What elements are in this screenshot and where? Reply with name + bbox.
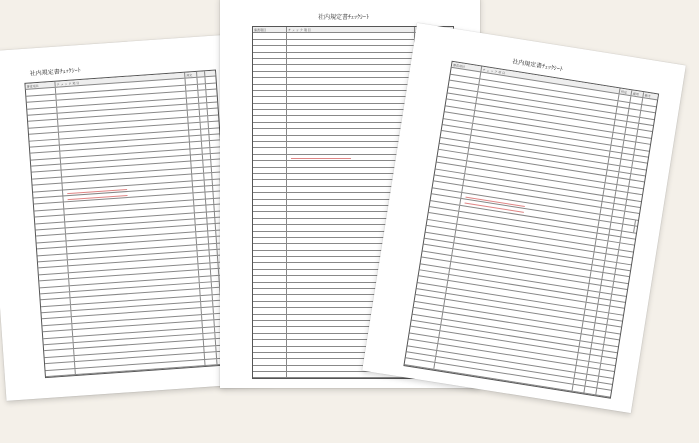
- table-cell: [209, 134, 217, 140]
- table-cell: [209, 122, 217, 128]
- table-cell: [253, 168, 287, 173]
- table-cell: [33, 196, 63, 203]
- center-sheet-title: 社内規定書ﾁｪｯｸｼｰﾄ: [318, 14, 370, 21]
- table-cell: [253, 263, 287, 268]
- table-cell: [188, 116, 200, 122]
- table-cell: [287, 123, 415, 128]
- table-cell: [573, 385, 586, 392]
- table-cell: [196, 231, 208, 237]
- table-cell: [253, 372, 287, 377]
- table-cell: [200, 289, 212, 295]
- table-cell: [253, 174, 287, 179]
- table-cell: [253, 270, 287, 275]
- table-cell: [253, 212, 287, 217]
- table-cell: [194, 193, 206, 199]
- table-cell: [196, 225, 208, 231]
- table-cell: 備考: [644, 93, 651, 99]
- table-cell: [193, 187, 205, 193]
- table-cell: [203, 333, 215, 339]
- table-cell: [253, 85, 287, 90]
- table-cell: [197, 238, 209, 244]
- table-cell: [199, 269, 211, 275]
- table-cell: [253, 366, 287, 371]
- table-cell: [253, 200, 287, 205]
- table-cell: [207, 96, 215, 102]
- table-cell: [287, 142, 415, 147]
- table-cell: [189, 129, 201, 135]
- table-cell: 審査項目: [452, 62, 482, 72]
- table-cell: [253, 187, 287, 192]
- table-cell: [622, 225, 635, 232]
- table-cell: [253, 289, 287, 294]
- table-cell: [211, 160, 219, 166]
- table-cell: [287, 129, 415, 134]
- table-cell: [287, 65, 415, 70]
- table-cell: [201, 295, 213, 301]
- table-cell: [190, 136, 202, 142]
- table-cell: [253, 53, 287, 58]
- table-cell: [253, 334, 287, 339]
- table-cell: [210, 147, 218, 153]
- table-cell: [208, 115, 216, 121]
- table-cell: [199, 276, 211, 282]
- table-cell: [205, 77, 213, 83]
- table-cell: [253, 302, 287, 307]
- table-cell: [253, 148, 287, 153]
- table-cell: [198, 257, 210, 263]
- table-cell: 審査項目: [25, 82, 55, 89]
- table-cell: [210, 141, 218, 147]
- table-cell: [253, 340, 287, 345]
- table-cell: [186, 91, 198, 97]
- table-cell: [253, 251, 287, 256]
- table-cell: [287, 59, 415, 64]
- table-cell: [205, 352, 217, 358]
- table-cell: [287, 110, 415, 115]
- table-cell: [253, 206, 287, 211]
- table-cell: [287, 53, 415, 58]
- table-cell: [211, 154, 219, 160]
- table-cell: [188, 110, 200, 116]
- table-cell: [287, 46, 415, 51]
- table-cell: 適用: [631, 90, 644, 97]
- table-cell: [610, 223, 623, 230]
- table-cell: [205, 359, 217, 365]
- table-cell: [253, 276, 287, 281]
- table-cell: [253, 225, 287, 230]
- table-cell: [204, 340, 216, 346]
- left-sheet-title: 社内規定書ﾁｪｯｸｼｰﾄ: [29, 66, 81, 78]
- right-sheet-title: 社内規定書ﾁｪｯｸｼｰﾄ: [511, 58, 564, 74]
- table-cell: [253, 359, 287, 364]
- table-cell: [190, 148, 202, 154]
- table-cell: [584, 387, 597, 394]
- table-cell: [253, 33, 287, 38]
- table-cell: [253, 257, 287, 262]
- table-cell: [253, 295, 287, 300]
- table-cell: [287, 97, 415, 102]
- table-cell: [253, 283, 287, 288]
- table-cell: [253, 129, 287, 134]
- table-cell: [202, 320, 214, 326]
- table-cell: [203, 327, 215, 333]
- table-cell: [195, 212, 207, 218]
- table-cell: [253, 193, 287, 198]
- right-sheet-table: [403, 61, 659, 399]
- table-cell: [287, 116, 415, 121]
- table-cell: [287, 136, 415, 141]
- table-cell: [253, 142, 287, 147]
- table-cell: [253, 327, 287, 332]
- table-cell: [46, 369, 76, 376]
- table-cell: [287, 91, 415, 96]
- table-cell: [191, 161, 203, 167]
- table-cell: [191, 155, 203, 161]
- right-sheet: [362, 23, 686, 413]
- table-cell: [198, 263, 210, 269]
- table-cell: [253, 116, 287, 121]
- table-cell: [193, 180, 205, 186]
- highlighted-line: [291, 158, 351, 159]
- table-cell: [287, 33, 415, 38]
- table-cell: [253, 321, 287, 326]
- table-cell: [253, 308, 287, 313]
- table-cell: [194, 206, 206, 212]
- table-cell: [201, 301, 213, 307]
- table-cell: [253, 91, 287, 96]
- table-cell: [253, 219, 287, 224]
- table-cell: [197, 244, 209, 250]
- table-cell: [253, 123, 287, 128]
- table-cell: 判定: [185, 72, 197, 78]
- table-cell: チ ェ ッ ク 項 目: [481, 67, 620, 94]
- table-cell: チ ェ ッ ク 項 目: [55, 73, 185, 87]
- table-cell: [253, 315, 287, 320]
- table-cell: [209, 128, 217, 134]
- table-cell: [253, 104, 287, 109]
- table-cell: [198, 250, 210, 256]
- table-cell: [253, 46, 287, 51]
- table-cell: [253, 238, 287, 243]
- table-cell: [287, 78, 415, 83]
- table-cell: [253, 232, 287, 237]
- table-cell: [206, 90, 214, 96]
- table-cell: [287, 72, 415, 77]
- table-cell: [253, 78, 287, 83]
- table-cell: [253, 59, 287, 64]
- table-cell: [195, 218, 207, 224]
- table-cell: [187, 97, 199, 103]
- table-cell: [192, 174, 204, 180]
- table-cell: [253, 65, 287, 70]
- table-cell: [253, 72, 287, 77]
- table-cell: [186, 78, 198, 84]
- table-cell: [202, 314, 214, 320]
- table-cell: [253, 353, 287, 358]
- table-cell: [202, 308, 214, 314]
- table-cell: [253, 180, 287, 185]
- table-cell: [205, 71, 213, 77]
- table-cell: [253, 244, 287, 249]
- table-cell: [187, 104, 199, 110]
- table-cell: [253, 97, 287, 102]
- table-cell: [207, 103, 215, 109]
- table-cell: [253, 136, 287, 141]
- table-cell: [192, 167, 204, 173]
- left-sheet-table: [24, 70, 236, 379]
- table-cell: [287, 104, 415, 109]
- table-cell: [599, 221, 612, 228]
- table-cell: 審査項目: [253, 27, 287, 32]
- table-cell: [253, 40, 287, 45]
- table-cell: [200, 282, 212, 288]
- table-cell: [190, 142, 202, 148]
- table-cell: [287, 40, 415, 45]
- table-cell: [186, 85, 198, 91]
- table-cell: [596, 389, 609, 396]
- table-cell: [208, 109, 216, 115]
- table-cell: 判定: [620, 88, 633, 95]
- table-cell: [194, 199, 206, 205]
- table-cell: [206, 83, 214, 89]
- table-cell: [253, 161, 287, 166]
- table-cell: [253, 347, 287, 352]
- table-cell: [253, 155, 287, 160]
- table-cell: [212, 166, 220, 172]
- table-cell: [287, 85, 415, 90]
- table-cell: [204, 346, 216, 352]
- table-cell: [189, 123, 201, 129]
- table-cell: [253, 110, 287, 115]
- table-cell: チ ェ ッ ク 項 目: [287, 27, 415, 32]
